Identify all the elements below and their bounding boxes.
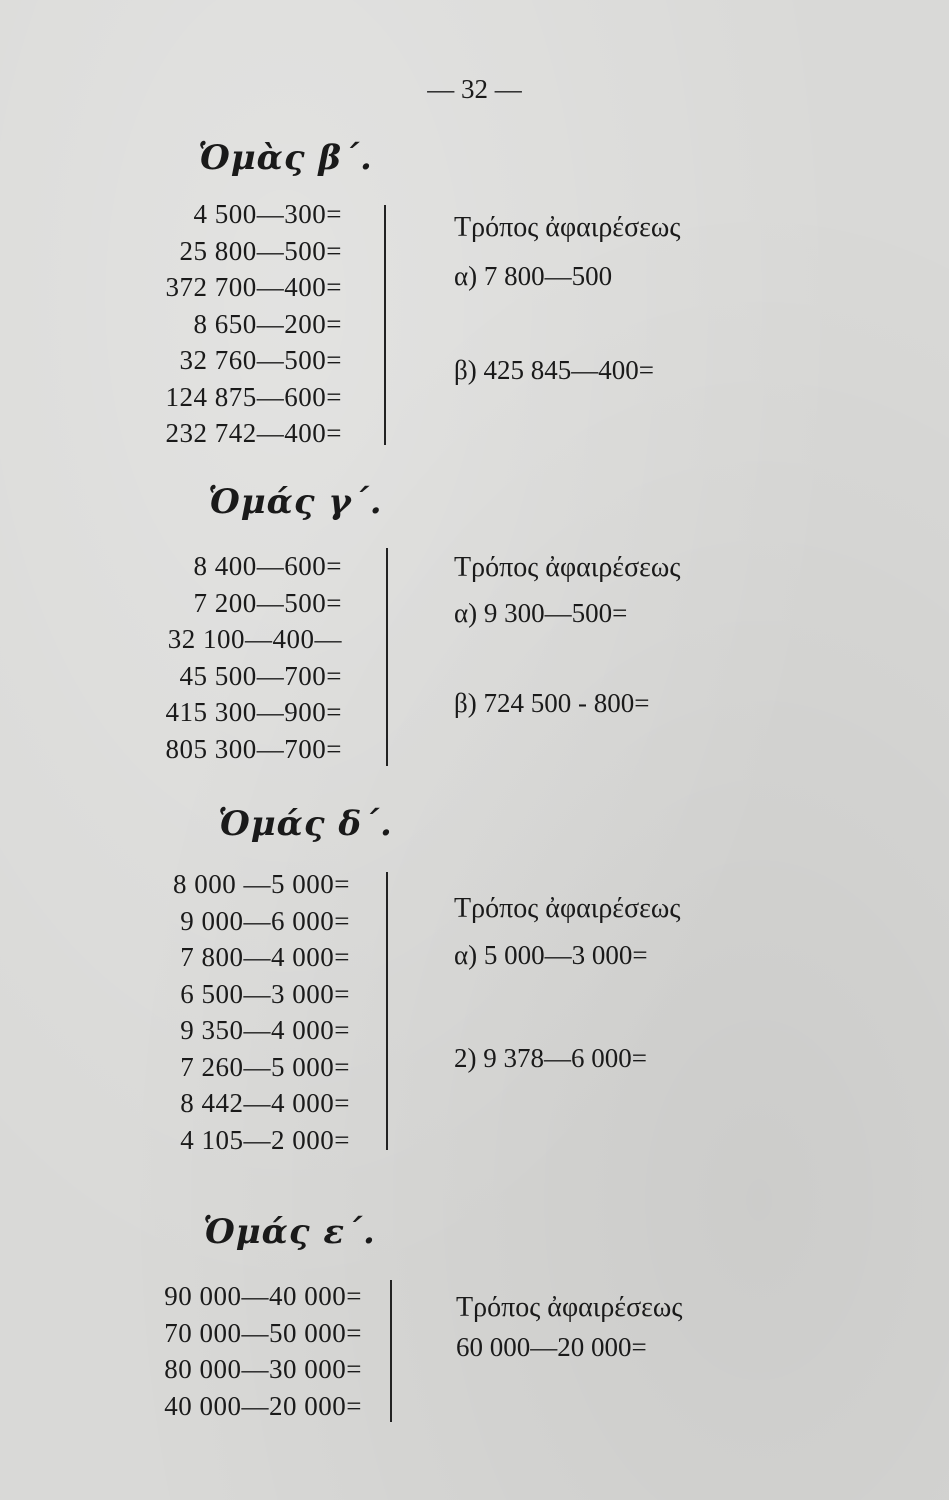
exercise-item: 25 800—500= [179,235,342,266]
exercise-item: 415 300—900= [165,697,342,727]
exercise-item: 232 742—400= [165,418,342,448]
exercise-item: 40 000—20 000= [164,1390,362,1421]
exercise-list-beta [120,196,342,452]
method-title: Τρόπος ἀφαιρέσεως [454,552,681,583]
method-line: α) 7 800—500 [454,261,613,291]
column-divider [386,548,388,766]
exercise-item: 8 650—200= [193,308,342,339]
method-line: α) 9 300—500= [454,598,628,628]
exercise-item: 90 000—40 000= [164,1281,362,1311]
exercise-item: 4 105—2 000= [180,1124,350,1155]
exercise-item: 45 500—700= [179,660,342,691]
method-title: Τρόπος ἀφαιρέσεως [454,212,681,243]
method-title: Τρόπος ἀφαιρέσεως [454,893,681,924]
method-line: α) 5 000—3 000= [454,940,648,970]
exercise-item: 6 500—3 000= [180,978,350,1009]
exercise-item: 8 000 —5 000= [173,869,350,899]
exercise-item: 805 300—700= [165,733,342,764]
method-line: 2) 9 378—6 000= [454,1043,647,1073]
exercise-item: 372 700—400= [165,272,342,302]
exercise-item: 4 500—300= [193,199,342,229]
exercise-item: 9 350—4 000= [180,1015,350,1045]
method-line: β) 724 500 - 800= [454,688,650,718]
exercise-item: 80 000—30 000= [164,1354,362,1384]
exercise-item: 124 875—600= [165,381,342,412]
exercise-item: 7 260—5 000= [180,1051,350,1082]
column-divider [384,205,386,445]
group-title-epsilon: Ὁμάς ε΄. [203,1212,376,1252]
exercise-item: 9 000—6 000= [180,905,350,936]
method-line: 60 000—20 000= [456,1332,647,1362]
method-line: β) 425 845—400= [454,355,654,385]
exercise-list-gamma [120,548,342,767]
exercise-list-epsilon [120,1278,362,1424]
exercise-item: 8 442—4 000= [180,1088,350,1118]
exercise-item: 7 800—4 000= [180,942,350,972]
page-number: — 32 — [427,74,522,104]
exercise-item: 32 100—400— [167,624,342,654]
group-title-delta: Ὁμάς δ΄. [218,804,393,844]
exercise-item: 7 200—500= [193,587,342,618]
exercise-item: 32 760—500= [179,345,342,375]
method-title: Τρόπος ἀφαιρέσεως [456,1292,683,1323]
exercise-list-delta [120,866,350,1158]
exercise-item: 8 400—600= [193,551,342,581]
exercise-item: 70 000—50 000= [164,1317,362,1348]
column-divider [390,1280,392,1422]
column-divider [386,872,388,1150]
group-title-beta: Ὁμὰς β΄. [198,138,373,178]
group-title-gamma: Ὁμάς γ΄. [208,482,383,522]
